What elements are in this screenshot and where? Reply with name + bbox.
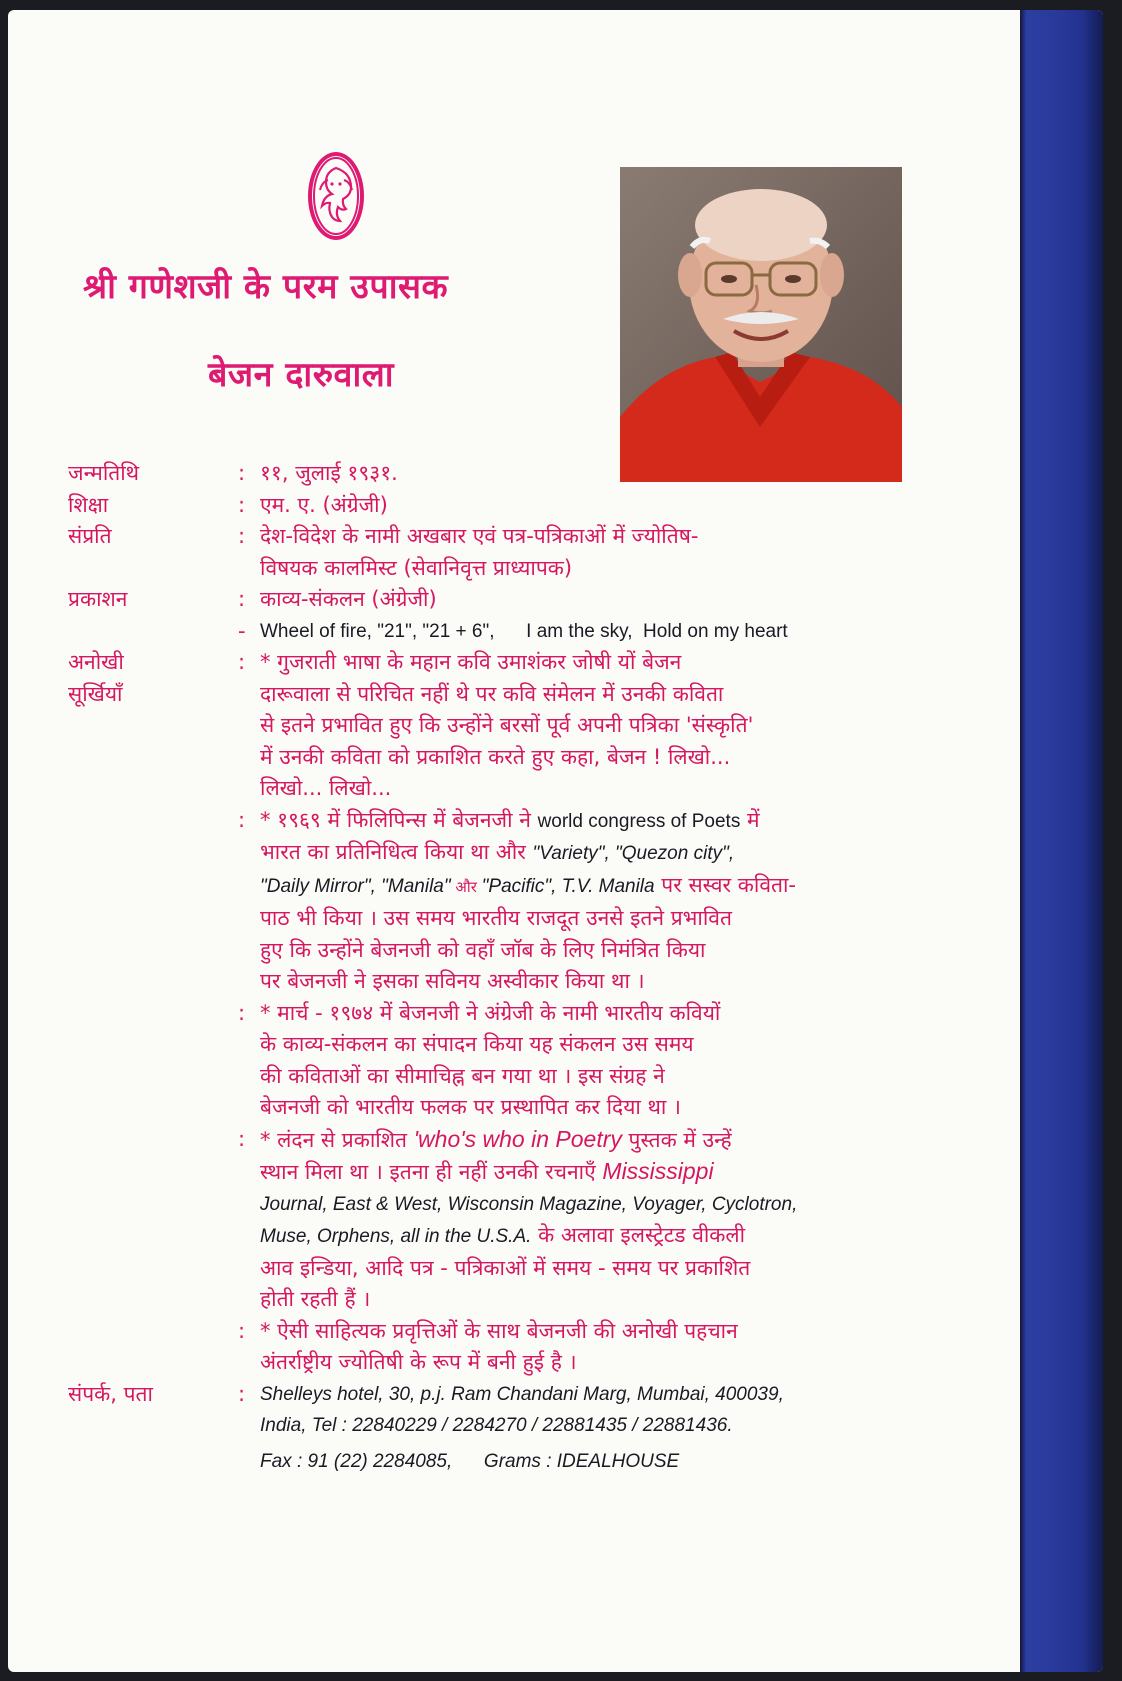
text-hindi: पुस्तक में उन्हें — [621, 1127, 732, 1152]
highlights-row — [68, 647, 918, 805]
paragraph-line: की कविताओं का सीमाचिह्न बन गया था । इस संग्रह ने — [260, 1063, 665, 1088]
colon: : — [238, 1126, 246, 1151]
paragraph-line: * ऐसी साहित्यक प्रवृत्तिओं के साथ बेजनजी की अनोखी पहचान — [260, 1318, 738, 1343]
birth-row — [68, 458, 918, 490]
text-hindi: * १९६९ में फिलिपिन्स में बेजनजी ने — [260, 807, 538, 832]
highlights-label-line: सूर्खियाँ — [68, 681, 123, 706]
heading-title: श्री गणेशजी के परम उपासक — [83, 267, 449, 307]
paragraph-line — [260, 837, 918, 870]
education-value: एम. ए. (अंग्रेजी) — [260, 492, 388, 517]
highlight-paragraph-1 — [260, 647, 918, 805]
text-english: 'who's who in Poetry — [413, 1125, 622, 1152]
colon: : — [238, 461, 246, 485]
highlights-label — [68, 647, 238, 805]
highlight-paragraph-4 — [260, 1124, 918, 1316]
paragraph-line: Journal, East & West, Wisconsin Magazine, Voyager, Cyclotron, — [260, 1193, 798, 1215]
text-hindi: के अलावा इलस्ट्रेटड वीकली — [531, 1223, 746, 1247]
current-row — [68, 521, 918, 584]
paragraph-line: पाठ भी किया । उस समय भारतीय राजदूत उनसे इतने प्रभावित — [260, 906, 732, 930]
paragraph-line: पर बेजनजी ने इसका सविनय अस्वीकार किया था । — [260, 969, 645, 993]
text-hindi: पर सस्वर कविता- — [654, 872, 797, 897]
current-label: संप्रति — [68, 524, 112, 548]
text-hindi: और — [450, 877, 482, 896]
colon: : — [238, 524, 246, 548]
education-label: शिक्षा — [68, 492, 109, 517]
colon: : — [238, 807, 246, 832]
contact-row — [68, 1379, 918, 1478]
text-hindi: स्थान मिला था । इतना ही नहीं उनकी रचनाएँ — [260, 1160, 603, 1184]
heading-author-name: बेजन दारुवाला — [208, 355, 395, 395]
text-english: "Daily Mirror", "Manila" — [260, 875, 451, 897]
text-english: "Pacific", T.V. Manila — [481, 875, 655, 897]
paragraph-line — [260, 805, 918, 838]
colon: : — [238, 587, 246, 611]
text-english: Mississippi — [602, 1158, 714, 1184]
publications-row — [68, 584, 918, 616]
birth-value: ११, जुलाई १९३१. — [260, 461, 398, 485]
text-hindi: में — [740, 807, 760, 832]
paragraph-line — [260, 1124, 918, 1157]
contact-line: Fax : 91 (22) 2284085, Grams : IDEALHOUSE — [260, 1450, 680, 1472]
highlight-row-4 — [68, 1124, 918, 1316]
colon: : — [238, 1000, 246, 1025]
ganesha-seal-icon — [306, 150, 366, 242]
colon: : — [238, 650, 246, 674]
education-row — [68, 490, 918, 522]
highlight-paragraph-5 — [260, 1316, 918, 1379]
contact-value — [260, 1379, 918, 1478]
contact-line: India, Tel : 22840229 / 2284270 / 22881435 / 22881436. — [260, 1415, 733, 1436]
birth-label: जन्मतिथि — [68, 461, 140, 485]
text-english: Muse, Orphens, all in the U.S.A. — [260, 1226, 532, 1247]
publications-label: प्रकाशन — [68, 587, 128, 611]
portrait-photo — [620, 167, 902, 482]
paragraph-line — [260, 1220, 918, 1253]
paragraph-line: से इतने प्रभावित हुए कि उन्होंने बरसों पूर्व अपनी पत्रिका 'संस्कृति' — [260, 713, 754, 737]
book-spine — [1020, 10, 1103, 1672]
highlight-row-2 — [68, 805, 918, 998]
paragraph-line: दारूवाला से परिचित नहीं थे पर कवि संमेलन में उनकी कविता — [260, 681, 724, 706]
highlights-label-line: अनोखी — [68, 650, 124, 674]
paragraph-line — [260, 870, 918, 904]
books-row — [68, 616, 918, 648]
paragraph-line: बेजनजी को भारतीय फलक पर प्रस्थापित कर दिया था । — [260, 1095, 681, 1119]
paragraph-line: लिखो... लिखो... — [260, 776, 392, 800]
paragraph-line: * मार्च - १९७४ में बेजनजी ने अंग्रेजी के नामी भारतीय कवियों — [260, 1000, 721, 1025]
highlight-paragraph-2 — [260, 805, 918, 998]
paragraph-line: अंतर्राष्ट्रीय ज्योतिषी के रूप में बनी हुई है । — [260, 1350, 577, 1374]
paragraph-line: * गुजराती भाषा के महान कवि उमाशंकर जोषी यों बेजन — [260, 650, 682, 674]
paragraph-line: होती रहती हैं । — [260, 1287, 371, 1311]
current-value — [260, 521, 918, 584]
paragraph-line: हुए कि उन्होंने बेजनजी को वहाँ जॉब के लिए निमंत्रित किया — [260, 937, 706, 962]
paragraph-line: में उनकी कविता को प्रकाशित करते हुए कहा, बेजन ! लिखो... — [260, 744, 731, 769]
text-hindi: भारत का प्रतिनिधित्व किया था और — [260, 840, 533, 864]
colon: : — [238, 492, 246, 517]
books-list: Wheel of fire, "21", "21 + 6", I am the sky, Hold on my heart — [260, 620, 788, 642]
current-line: देश-विदेश के नामी अखबार एवं पत्र-पत्रिकाओं में ज्योतिष- — [260, 524, 699, 548]
highlight-row-5 — [68, 1316, 918, 1379]
biography-section — [68, 458, 918, 1477]
current-line: विषयक कालमिस्ट (सेवानिवृत्त प्राध्यापक) — [260, 555, 573, 580]
text-english: world congress of Poets — [537, 810, 741, 832]
contact-line: Shelleys hotel, 30, p.j. Ram Chandani Marg, Mumbai, 400039, — [260, 1383, 784, 1405]
text-english: "Variety", "Quezon city", — [532, 843, 735, 864]
paragraph-line: के काव्य-संकलन का संपादन किया यह संकलन उस समय — [260, 1032, 694, 1056]
book-back-cover — [8, 10, 1103, 1672]
colon: : — [238, 1318, 246, 1343]
dash: - — [238, 618, 246, 643]
text-hindi: * लंदन से प्रकाशित — [260, 1127, 414, 1152]
colon: : — [238, 1381, 246, 1406]
contact-label: संपर्क, पता — [68, 1381, 153, 1406]
highlight-paragraph-3 — [260, 998, 918, 1124]
paragraph-line: आव इन्डिया, आदि पत्र - पत्रिकाओं में समय - समय पर प्रकाशित — [260, 1255, 751, 1280]
highlight-row-3 — [68, 998, 918, 1124]
paragraph-line — [260, 1156, 918, 1189]
publications-value: काव्य-संकलन (अंग्रेजी) — [260, 587, 437, 611]
